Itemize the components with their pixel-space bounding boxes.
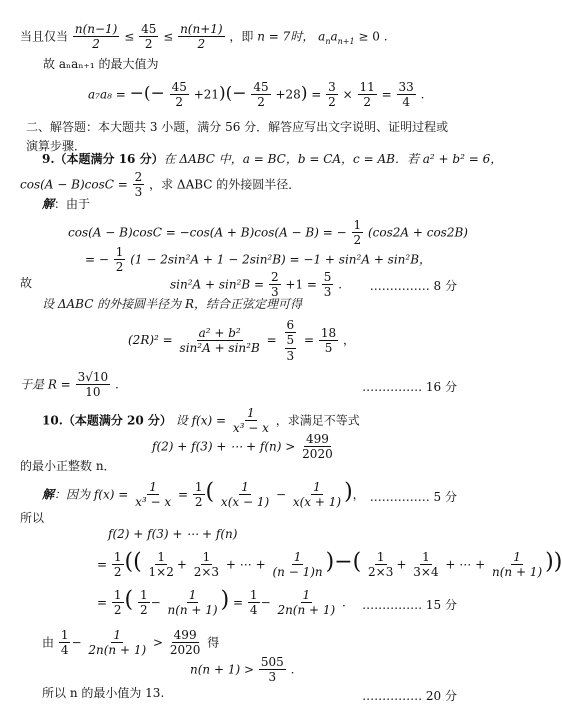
fraction: $\frac{1}{n(n + 1)}$ (167, 588, 218, 618)
score-8: …………… 8 分 (369, 279, 457, 293)
eq-9-5: (2R)² = $\frac{\text{a² + b²}}{\text{sin²A + sin²B}}$ = $\frac{6}{\frac{5}{3}}$ = $\frac{18}{5}$ ， (128, 318, 355, 363)
fraction: $\frac{1}{2}$ (194, 480, 203, 510)
score-20: …………… 20 分 (362, 689, 457, 703)
top-line-1: 当且仅当 $\frac{n(n-1)}{2}$ ≤ $\frac{45}{2}$ ≤ $\frac{n(n+1)}{2}$ ，即 n = 7时， $a_na_{n+1} \ge 0$ . (20, 22, 388, 52)
fraction: $\frac{1}{4}$ (249, 588, 258, 618)
problem-10-title: 10.（本题满分 20 分） (42, 413, 172, 428)
fraction: $\frac{1}{2}$ (353, 218, 362, 248)
eq-10-5: 由 $\frac{1}{4}$ − $\frac{1}{2n(n + 1)}$ > $\frac{499}{2020}$ 得 (42, 628, 220, 658)
eq-9-2: = − $\frac{1}{2}$ (1 − 2sin²A + 1 − 2sin²B) = −1 + sin²A + sin²B， (85, 245, 432, 275)
solution-label: 解 (42, 197, 55, 211)
fraction: $\frac{1}{x(x + 1)}$ (292, 480, 342, 510)
fraction: $\frac{5}{3}$ (323, 270, 332, 300)
fraction: $\frac{45}{2}$ (253, 80, 269, 110)
fraction: $\frac{1}{2}$ (113, 550, 122, 580)
fraction: $\frac{\text{a² + b²}}{\text{sin²A + sin²B}}$ (179, 325, 260, 356)
text: 当且仅当 (20, 29, 69, 44)
fraction: $\frac{1}{n(n + 1)}$ (491, 550, 543, 580)
fraction: $\frac{1}{3\times 4}$ (413, 550, 439, 580)
suoyi-label: 所以 (20, 511, 45, 525)
problem-9-stem: 9.（本题满分 16 分）在 ΔABC 中，a = BC，b = CA，c = AB．若 a² + b² = 6， (42, 152, 503, 166)
eq-10-1: 解：因为 f(x) = $\frac{1}{\text{x³ − x}}$ = $\frac{1}{2}$ ( $\frac{1}{x(x - 1)}$ − $\frac{1}{x(x + 1)}$ )， (42, 479, 365, 510)
fraction: $\frac{1}{2\times 3}$ (193, 550, 220, 580)
top-line-2: 故 aₙaₙ₊₁ 的最大值为 (43, 57, 159, 71)
final-answer: 所以 n 的最小值为 13. (42, 686, 165, 700)
fraction: $\frac{1}{x(x - 1)}$ (220, 480, 270, 510)
fraction: $\frac{1}{2}$ (115, 245, 124, 275)
fraction: $\frac{505}{3}$ (260, 655, 284, 685)
section-heading: 二、解答题：本大题共 3 小题，满分 56 分．解答应写出文字说明、证明过程或演算步骤． (26, 120, 449, 153)
fraction: $\frac{n(n+1)}{2}$ (180, 22, 223, 52)
fraction: $\frac{45}{2}$ (171, 80, 187, 110)
problem-9-result: 于是 R = $\frac{3√10}{10}$ . (20, 370, 119, 400)
top-line-3: a₇a₈ = −(− $\frac{45}{2}$ +21)(− $\frac{45}{2}$ +28) = $\frac{3}{2}$ × $\frac{11}{2}$ = $\frac{33}{4}$ . (88, 80, 425, 110)
fraction: $\frac{1}{\text{x³ − x}}$ (232, 406, 269, 436)
fraction: $\frac{2}{3}$ (134, 170, 143, 200)
score-16: …………… 16 分 (362, 380, 457, 394)
fraction: $\frac{6}{\frac{5}{3}}$ (286, 318, 295, 363)
fraction: $\frac{45}{2}$ (141, 22, 157, 52)
score-5: …………… 5 分 (369, 490, 457, 504)
fraction: $\frac{1}{2n(n + 1)}$ (88, 628, 147, 658)
fraction: $\frac{18}{5}$ (320, 325, 337, 356)
fraction: $\frac{3√10}{10}$ (77, 370, 109, 400)
eq-10-6: n(n + 1) > $\frac{505}{3}$ . (190, 655, 295, 685)
fraction: $\frac{1}{4}$ (60, 628, 69, 658)
fraction: $\frac{499}{2020}$ (169, 628, 201, 658)
eq-9-1: cos(A − B)cosC = −cos(A + B)cos(A − B) = − $\frac{1}{2}$ (cos2A + cos2B) (68, 218, 468, 248)
fraction: $\frac{2}{3}$ (270, 270, 279, 300)
eq-10-2: f(2) + f(3) + ⋯ + f(n) (108, 527, 238, 541)
fraction: $\frac{1}{(n - 1)n}$ (272, 550, 323, 580)
problem-9-stem-2: cos(A − B)cosC = $\frac{2}{3}$ ，求 ΔABC 的外接圆半径． (20, 170, 301, 200)
problem-9-solution-start: 解：由于 (42, 197, 91, 211)
fraction: $\frac{n(n-1)}{2}$ (74, 22, 118, 52)
fraction: $\frac{3}{2}$ (328, 80, 336, 110)
gu-label: 故 (20, 276, 33, 290)
fraction: $\frac{1}{2}$ (139, 588, 148, 618)
eq-10-4: = $\frac{1}{2}$ ( $\frac{1}{2}$ − $\frac{1}{n(n + 1)}$ ) = $\frac{1}{4}$ − $\frac{1}{2n(n + 1)}$ . (97, 587, 346, 618)
score-15: …………… 15 分 (362, 598, 457, 612)
fraction: $\frac{1}{2\times 3}$ (368, 550, 394, 580)
fraction: $\frac{1}{\text{x³ − x}}$ (135, 480, 172, 510)
fraction: $\frac{1}{2n(n + 1)}$ (277, 588, 336, 618)
fraction: $\frac{499}{2020}$ (302, 432, 333, 462)
solution-label: 解 (42, 487, 55, 502)
fraction: $\frac{1}{1\times 2}$ (148, 550, 174, 580)
eq-10-3: = $\frac{1}{2}$ (( $\frac{1}{1\times 2}$ + $\frac{1}{2\times 3}$ + ⋯ + $\frac{1}{(n - 1)n}$ )−( $\frac{1}{2\times 3}$ + $\frac{1}{3\times 4}$ + ⋯ + $\frac{1}{n(n + 1)}$ )) (97, 549, 562, 580)
problem-10-stem: 10.（本题满分 20 分） 设 f(x) = $\frac{1}{\text{x³ − x}}$ ，求满足不等式 (42, 406, 360, 436)
fraction: $\frac{33}{4}$ (398, 80, 414, 110)
problem-9-title: 9.（本题满分 16 分） (42, 152, 164, 166)
problem-10-inequality: f(2) + f(3) + ⋯ + f(n) > $\frac{499}{2020}$ (152, 432, 333, 462)
problem-9-text: 设 ΔABC 的外接圆半径为 R，结合正弦定理可得 (42, 297, 303, 311)
eq-9-3: sin²A + sin²B = $\frac{2}{3}$ +1 = $\frac{5}{3}$ . (170, 270, 343, 300)
fraction: $\frac{1}{2}$ (113, 588, 122, 618)
fraction: $\frac{11}{2}$ (359, 80, 375, 110)
problem-10-stem-2: 的最小正整数 n． (20, 459, 116, 473)
